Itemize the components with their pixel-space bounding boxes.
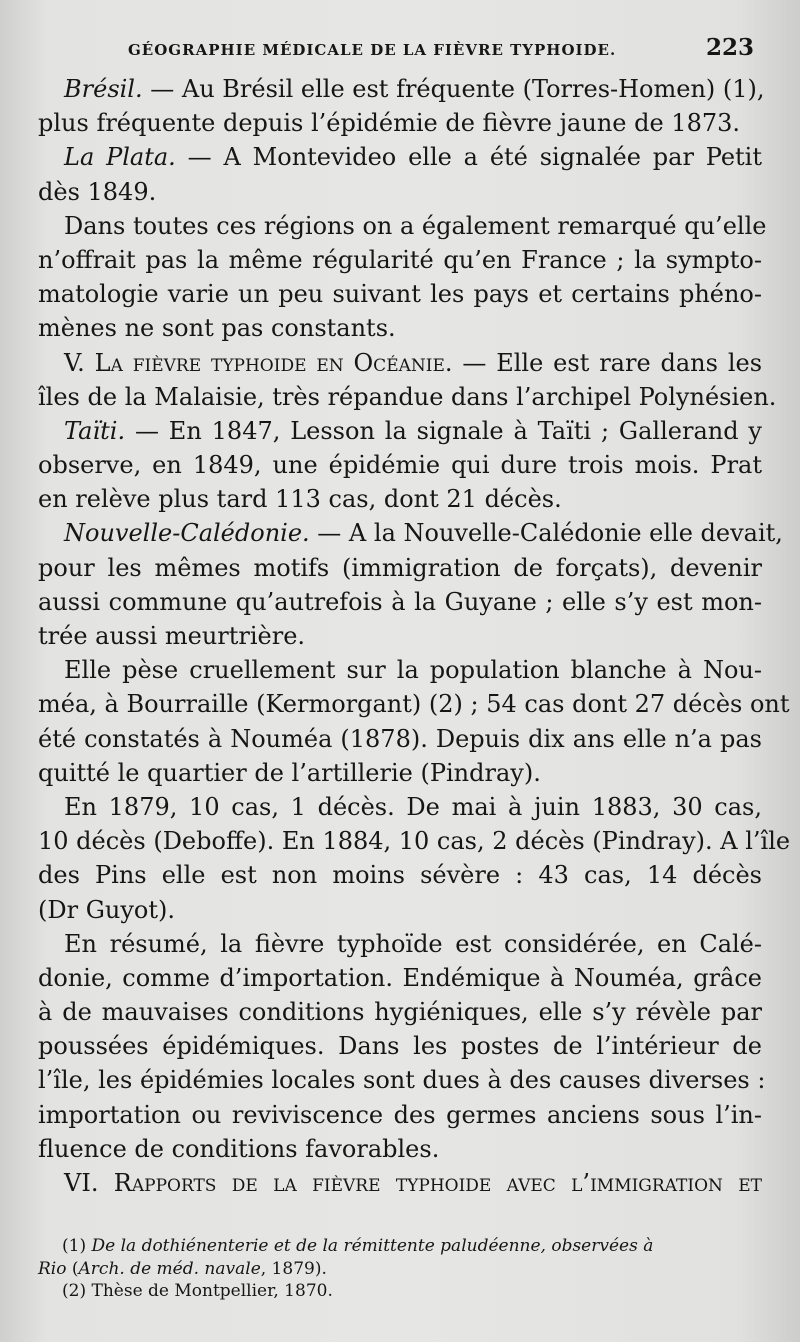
- text-line: pour les mêmes motifs (immigration de forçats), devenir: [38, 553, 762, 582]
- text-line: Taïti. — En 1847, Lesson la signale à Taïti ; Gallerand y: [64, 416, 762, 445]
- page-number: 223: [705, 34, 754, 61]
- section-heading-oceanie: V. La fièvre typhoide en Océanie. — Elle est rare dans les: [64, 348, 763, 377]
- text-line: en relève plus tard 113 cas, dont 21 décès.: [38, 485, 562, 514]
- section-label-bresil: Brésil.: [64, 75, 143, 103]
- text-line: matologie varie un peu suivant les pays et certains phéno-: [38, 280, 762, 309]
- section-label-taiti: Taïti.: [64, 416, 126, 445]
- running-title: GÉOGRAPHIE MÉDICALE DE LA FIÈVRE TYPHOIDE.: [128, 41, 617, 59]
- text-line: observe, en 1849, une épidémie qui dure trois mois. Prat: [38, 451, 762, 480]
- text-line: En 1879, 10 cas, 1 décès. De mai à juin 1883, 30 cas,: [64, 792, 762, 821]
- text-line: des Pins elle est non moins sévère : 43 cas, 14 décès: [38, 861, 762, 890]
- text-line: poussées épidémiques. Dans les postes de l’intérieur de: [38, 1032, 762, 1061]
- text-line: mènes ne sont pas constants.: [38, 314, 396, 343]
- text-line: donie, comme d’importation. Endémique à Nouméa, grâce: [38, 963, 762, 992]
- footnotes: [38, 1235, 762, 1303]
- text-line: importation ou reviviscence des germes anciens sous l’in-: [38, 1100, 762, 1129]
- section-label-la-plata: La Plata.: [64, 143, 176, 172]
- text-line: îles de la Malaisie, très répandue dans l’archipel Polynésien.: [38, 382, 777, 411]
- text-line: La Plata. — A Montevideo elle a été signalée par Petit: [64, 143, 762, 172]
- text-line: Dans toutes ces régions on a également remarqué qu’elle: [64, 211, 767, 240]
- footnote-1-continued: Rio (Arch. de méd. navale, 1879).: [38, 1258, 327, 1279]
- text-line: Brésil. — Au Brésil elle est fréquente (Torres-Homen) (1),: [64, 75, 765, 103]
- text-line: n’offrait pas la même régularité qu’en France ; la sympto-: [38, 245, 762, 274]
- text-line: Elle pèse cruellement sur la population blanche à Nou-: [64, 656, 762, 685]
- text-line: Nouvelle-Calédonie. — A la Nouvelle-Calédonie elle devait,: [64, 519, 783, 548]
- body-text: [38, 72, 791, 1200]
- text-line: à de mauvaises conditions hygiéniques, elle s’y révèle par: [38, 998, 762, 1027]
- text-line: plus fréquente depuis l’épidémie de fièvre jaune de 1873.: [38, 109, 741, 138]
- text-line: dès 1849.: [38, 177, 157, 206]
- text-line: fluence de conditions favorables.: [38, 1134, 440, 1163]
- text-line: trée aussi meurtrière.: [38, 622, 306, 650]
- text-line: En résumé, la fièvre typhoïde est considérée, en Calé-: [64, 929, 762, 958]
- section-label-nouvelle-caledonie: Nouvelle-Calédonie.: [64, 519, 310, 548]
- text-line: méa, à Bourraille (Kermorgant) (2) ; 54 cas dont 27 décès ont: [38, 690, 790, 719]
- text-line: aussi commune qu’autrefois à la Guyane ; elle s’y est mon-: [38, 587, 762, 616]
- text-line: (Dr Guyot).: [38, 895, 175, 924]
- running-head: [128, 34, 754, 64]
- section-heading-immigration: VI. Rapports de la fièvre typhoide avec l’immigration et: [64, 1169, 762, 1197]
- text-line: 10 décès (Deboffe). En 1884, 10 cas, 2 décès (Pindray). A l’île: [38, 827, 791, 856]
- footnote-2: (2) Thèse de Montpellier, 1870.: [62, 1281, 333, 1301]
- text-line: l’île, les épidémies locales sont dues à des causes diverses :: [38, 1066, 766, 1095]
- text-line: quitté le quartier de l’artillerie (Pindray).: [38, 758, 541, 787]
- footnote-1: (1) De la dothiénenterie et de la rémittente paludéenne, observées à: [62, 1236, 654, 1256]
- text-line: été constatés à Nouméa (1878). Depuis dix ans elle n’a pas: [38, 724, 762, 753]
